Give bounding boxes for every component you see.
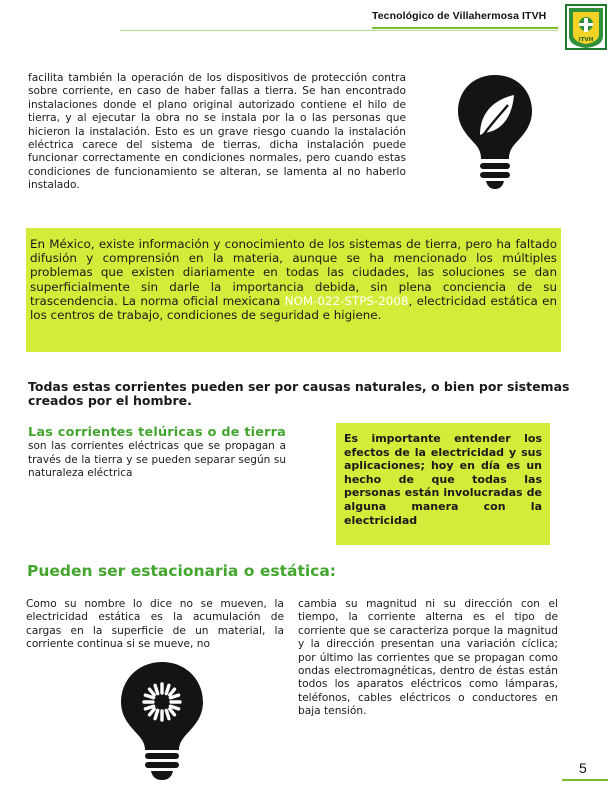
highlight-paragraph [30, 237, 557, 322]
page-number: 5 [579, 760, 587, 776]
telluric-description: son las corrientes eléctricas que se propagan a través de la tierra y se pueden separar según su naturaleza eléctrica [28, 440, 286, 480]
column-left: Como su nombre lo dice no se mueven, la electricidad estática es la acumulación de cargas en la superficie de un material, la corriente continua si se mueve, no [26, 598, 284, 651]
header-divider-thin [120, 30, 558, 31]
telluric-term: Las corrientes telúricas o de tierra [28, 425, 286, 440]
highlight-text: En México, existe información y conocimiento de los sistemas de tierra, pero ha faltado difusión y comprensión en la materia, aunque se ha mencionado los múltiples problemas que existen diariamente en todas las ciudades, las soluciones se dan superficialmente sin darle la importancia debida, sin plena conciencia de su trascendencia. La norma oficial mexicana [30, 237, 557, 308]
telluric-paragraph [28, 426, 286, 481]
header-title: Tecnológico de Villahermosa ITVH [372, 10, 547, 22]
intro-paragraph: facilita también la operación de los dispositivos de protección contra sobre corriente, en caso de haber fallas a tierra. Se han encontrado instalaciones donde el plano original autorizado contiene el hilo de tierra, y al ejecutar la obra no se instala por la o las personas que hicieron la instalación. Esto es un grave riesgo cuando la instalación eléctrica carece del sistema de tierras, dicha instalación puede funcionar correctamente en condiciones normales, pero cuando estas condiciones de funcionamiento se alteran, se lamenta al no haberlo instalado. [28, 72, 406, 192]
header-divider [372, 27, 558, 29]
causes-statement: Todas estas corrientes pueden ser por causas naturales, o bien por sistemas creados por el hombre. [28, 379, 570, 408]
section-title: Pueden ser estacionaria o estática: [27, 562, 337, 580]
lightbulb-leaf-icon [456, 73, 534, 193]
column-right: cambia su magnitud ni su dirección con el tiempo, la corriente alterna es el tipo de corriente que se caracteriza porque la magnitud y la dirección presentan una variación cíclica; por último las corrientes que se propagan como ondas electromagnéticas, dentro de éstas están todos los aparatos eléctricos como lámparas, teléfonos, cables eléctricos o conductores en baja tensión. [298, 598, 558, 718]
itvh-logo-icon [565, 4, 607, 50]
footer-divider [562, 779, 608, 781]
callout-box [336, 423, 550, 545]
lightbulb-loading-icon [119, 660, 205, 782]
highlight-text-end: , electricidad estática en los centros de trabajo, condiciones de seguridad e higiene. [30, 293, 557, 323]
logo-text: ITVH [578, 37, 594, 43]
norm-reference: NOM-022-STPS-2008 [284, 293, 409, 308]
highlight-box [26, 228, 561, 352]
callout-text: Es importante entender los efectos de la electricidad y sus aplicaciones; hoy en día es un hecho de que todas las personas están involucradas de alguna manera con la electricidad [344, 432, 542, 527]
